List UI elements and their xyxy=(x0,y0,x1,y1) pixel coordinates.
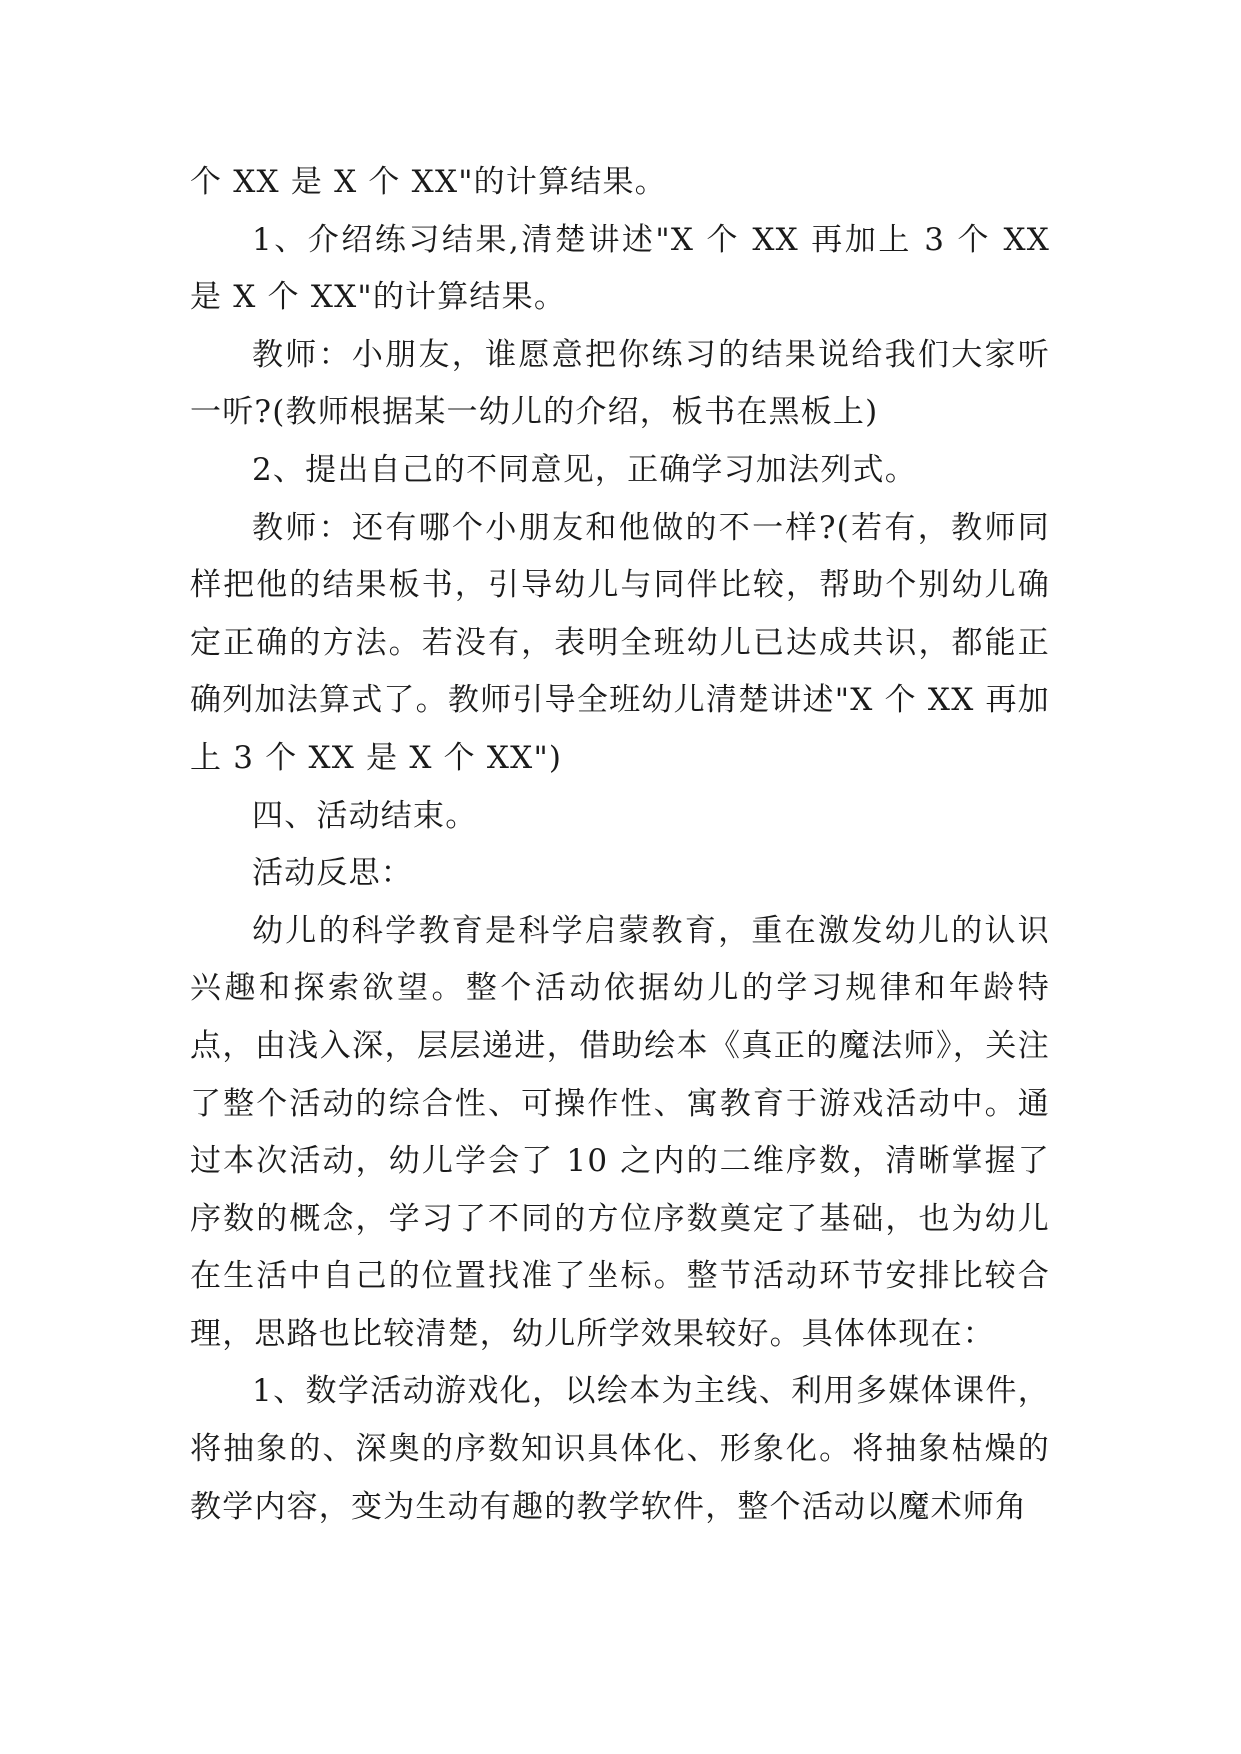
paragraph: 2、提出自己的不同意见，正确学习加法列式。 xyxy=(252,451,917,488)
document-body xyxy=(190,154,1050,1536)
paragraph: 教师：小朋友，谁愿意把你练习的结果说给我们大家听一听?(教师根据某一幼儿的介绍，板书在黑板上) xyxy=(190,336,1050,431)
paragraph: 教师：还有哪个小朋友和他做的不一样?(若有，教师同样把他的结果板书，引导幼儿与同伴比较，帮助个别幼儿确定正确的方法。若没有，表明全班幼儿已达成共识，都能正确列加法算式了。教师引导全班幼儿清楚讲述"X 个 XX 再加上 3 个 XX 是 X 个 XX") xyxy=(190,509,1050,776)
section-heading: 四、活动结束。 xyxy=(252,797,478,834)
paragraph: 个 XX 是 X 个 XX"的计算结果。 xyxy=(190,164,667,200)
paragraph: 幼儿的科学教育是科学启蒙教育，重在激发幼儿的认识兴趣和探索欲望。整个活动依据幼儿的学习规律和年龄特点，由浅入深，层层递进，借助绘本《真正的魔法师》，关注了整个活动的综合性、可操作性、寓教育于游戏活动中。通过本次活动，幼儿学会了 10 之内的二维序数，清晰掌握了序数的概念，学习了不同的方位序数奠定了基础，也为幼儿在生活中自己的位置找准了坐标。整节活动环节安排比较合理，思路也比较清楚，幼儿所学效果较好。具体体现在： xyxy=(190,912,1050,1352)
section-heading: 活动反思： xyxy=(252,855,413,892)
paragraph: 1、介绍练习结果,清楚讲述"X 个 XX 再加上 3 个 XX 是 X 个 XX"的计算结果。 xyxy=(190,221,1050,316)
paragraph: 1、数学活动游戏化，以绘本为主线、利用多媒体课件，将抽象的、深奥的序数知识具体化、形象化。将抽象枯燥的教学内容，变为生动有趣的教学软件，整个活动以魔术师角 xyxy=(190,1373,1050,1525)
